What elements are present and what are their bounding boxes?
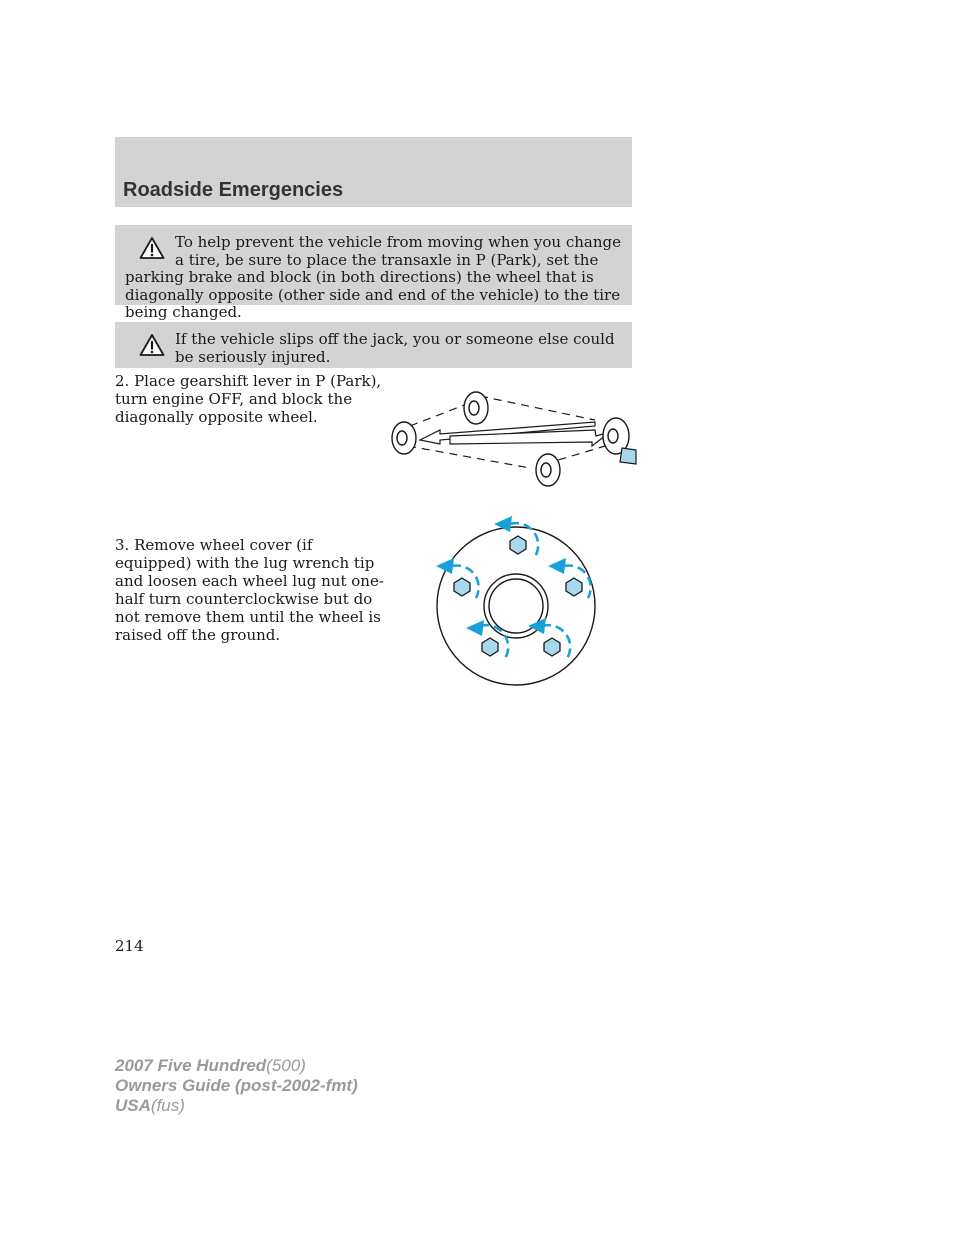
warning-text: To help prevent the vehicle from moving when you change a tire, be sure to place the transaxle in P (Park), set the parking brake and block (in both directions) the wheel that is diagonally opposite (other side and end of the vehicle) to the tire being changed. xyxy=(125,233,621,321)
diagonal-wheel-block-diagram xyxy=(380,388,640,498)
warning-text: If the vehicle slips off the jack, you or someone else could be seriously injured. xyxy=(175,330,615,366)
footer xyxy=(115,1056,358,1116)
warning-triangle-icon xyxy=(125,333,169,363)
warning-box xyxy=(115,225,632,321)
wheel-icon xyxy=(536,454,560,486)
lug-nut-loosening-diagram xyxy=(430,512,610,712)
step-text: 2. Place gearshift lever in P (Park), turn engine OFF, and block the diagonally opposite wheel. xyxy=(115,372,382,426)
footer-guide: Owners Guide (post-2002-fmt) xyxy=(115,1076,358,1095)
page-number: 214 xyxy=(115,937,144,955)
wheel-icon xyxy=(464,392,488,424)
footer-model-code: (500) xyxy=(266,1056,306,1075)
footer-market-code: (fus) xyxy=(150,1096,185,1115)
footer-market: USA xyxy=(115,1096,151,1115)
warning-box xyxy=(115,322,632,368)
section-title: Roadside Emergencies xyxy=(123,179,344,201)
warning-triangle-icon xyxy=(125,236,169,266)
wheel-icon xyxy=(392,422,416,454)
footer-model: 2007 Five Hundred xyxy=(115,1056,267,1075)
step-text: 3. Remove wheel cover (if equipped) with the lug wrench tip and loosen each wheel lug nut one-half turn counterclockwise but do not remove them until the wheel is raised off the ground. xyxy=(115,536,384,644)
wheel-chock-icon xyxy=(620,448,636,464)
